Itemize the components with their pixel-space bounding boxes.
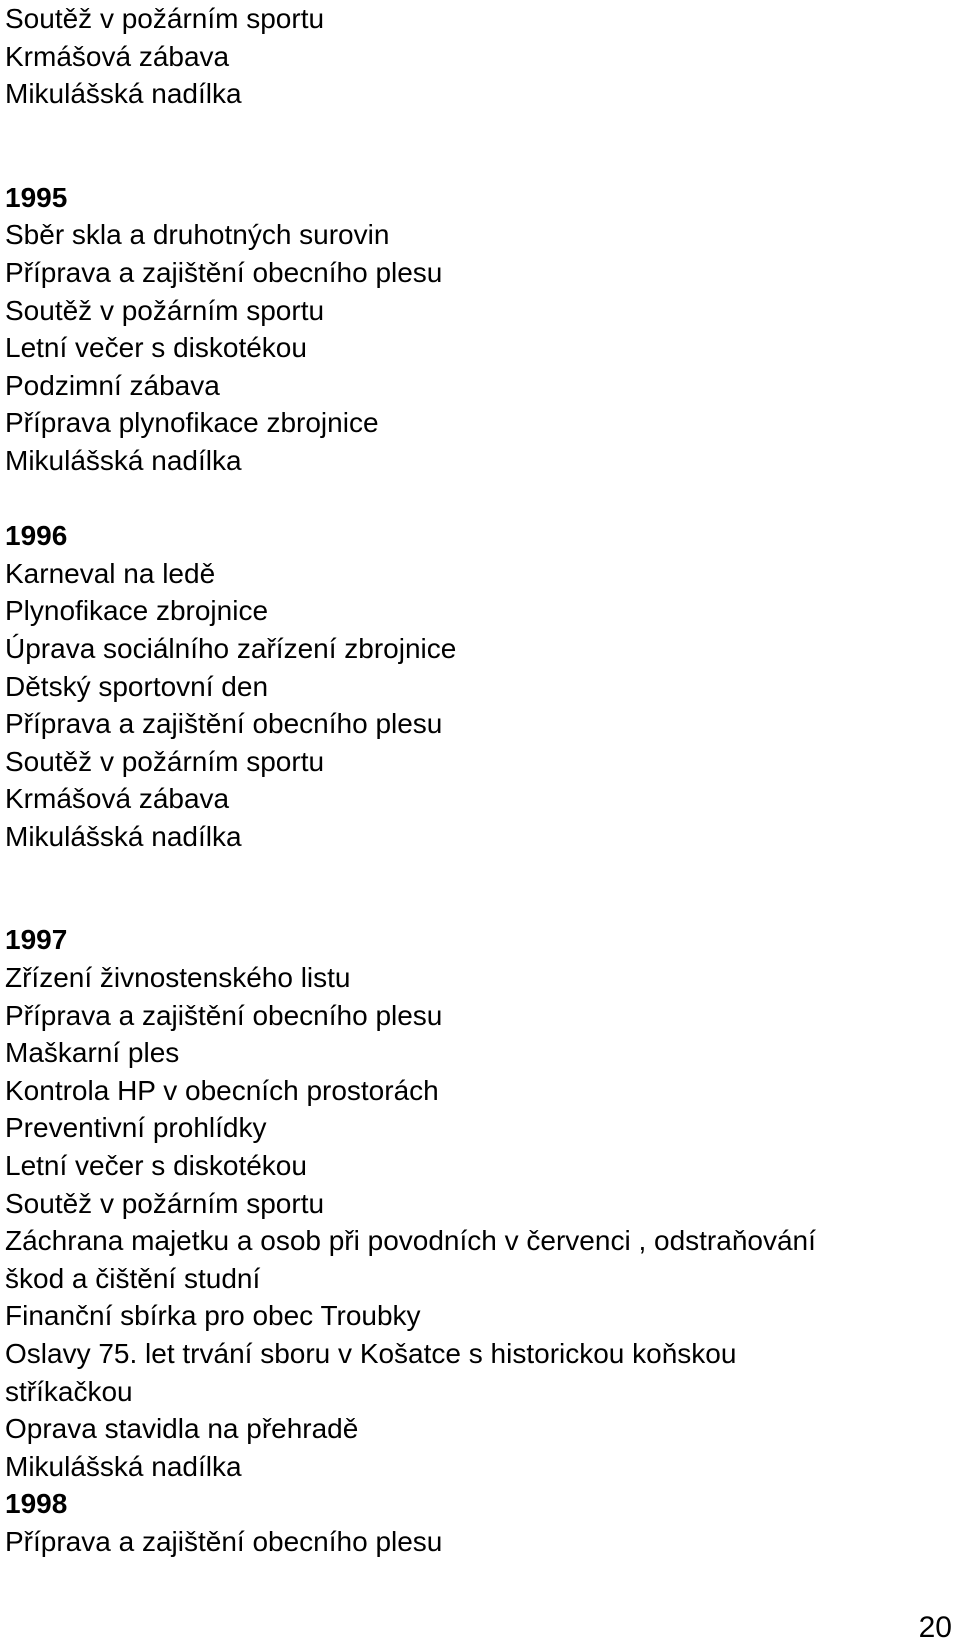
list-item: škod a čištění studní <box>5 1262 261 1294</box>
list-item: Krmášová zábava <box>5 40 230 72</box>
list-item: Příprava a zajištění obecního plesu <box>5 999 443 1031</box>
list-item: Plynofikace zbrojnice <box>5 595 269 627</box>
list-item: Soutěž v požárním sportu <box>5 294 325 326</box>
list-item: Zřízení živnostenského listu <box>5 962 351 994</box>
list-item: Dětský sportovní den <box>5 670 269 702</box>
list-item: Kontrola HP v obecních prostorách <box>5 1074 439 1106</box>
spacer <box>5 113 955 179</box>
list-item: Záchrana majetku a osob při povodních v červenci , odstraňování <box>5 1225 816 1257</box>
list-item: Mikulášská nadílka <box>5 1450 242 1482</box>
list-item: Oslavy 75. let trvání sboru v Košatce s historickou koňskou <box>5 1338 737 1369</box>
list-item: Příprava a zajištění obecního plesu <box>5 256 443 288</box>
list-item: Letní večer s diskotékou <box>5 1150 307 1182</box>
list-item: Příprava a zajištění obecního plesu <box>5 1525 443 1557</box>
year-heading: 1997 <box>5 924 68 956</box>
list-item: Příprava a zajištění obecního plesu <box>5 708 443 740</box>
list-item: Krmášová zábava <box>5 783 230 815</box>
year-heading: 1996 <box>5 520 68 552</box>
spacer <box>5 855 955 921</box>
list-item: Mikulášská nadílka <box>5 820 242 852</box>
year-section-1996 <box>5 517 955 855</box>
year-section-1997 <box>5 921 955 1485</box>
list-item: Příprava plynofikace zbrojnice <box>5 407 379 439</box>
list-item: Oprava stavidla na přehradě <box>5 1413 359 1445</box>
list-item: Soutěž v požárním sportu <box>5 3 325 34</box>
list-item: Podzimní zábava <box>5 369 220 401</box>
list-item: stříkačkou <box>5 1375 133 1407</box>
list-item: Karneval na ledě <box>5 557 216 589</box>
list-item: Maškarní ples <box>5 1037 180 1069</box>
list-item: Letní večer s diskotékou <box>5 332 307 364</box>
spacer <box>5 480 955 518</box>
activity-list-continued <box>5 0 955 113</box>
list-item: Finanční sbírka pro obec Troubky <box>5 1300 421 1332</box>
list-item: Mikulášská nadílka <box>5 444 242 476</box>
year-section-1998 <box>5 1485 955 1560</box>
list-item: Soutěž v požárním sportu <box>5 745 325 777</box>
list-item: Sběr skla a druhotných surovin <box>5 219 390 251</box>
list-item: Úprava sociálního zařízení zbrojnice <box>5 632 457 664</box>
list-item: Soutěž v požárním sportu <box>5 1187 325 1219</box>
list-item: Preventivní prohlídky <box>5 1112 267 1144</box>
year-heading: 1995 <box>5 181 68 213</box>
list-item: Mikulášská nadílka <box>5 78 242 110</box>
year-section-1995 <box>5 179 955 480</box>
document-page <box>5 0 955 1561</box>
year-heading: 1998 <box>5 1488 68 1520</box>
page-number: 20 <box>918 1611 952 1644</box>
